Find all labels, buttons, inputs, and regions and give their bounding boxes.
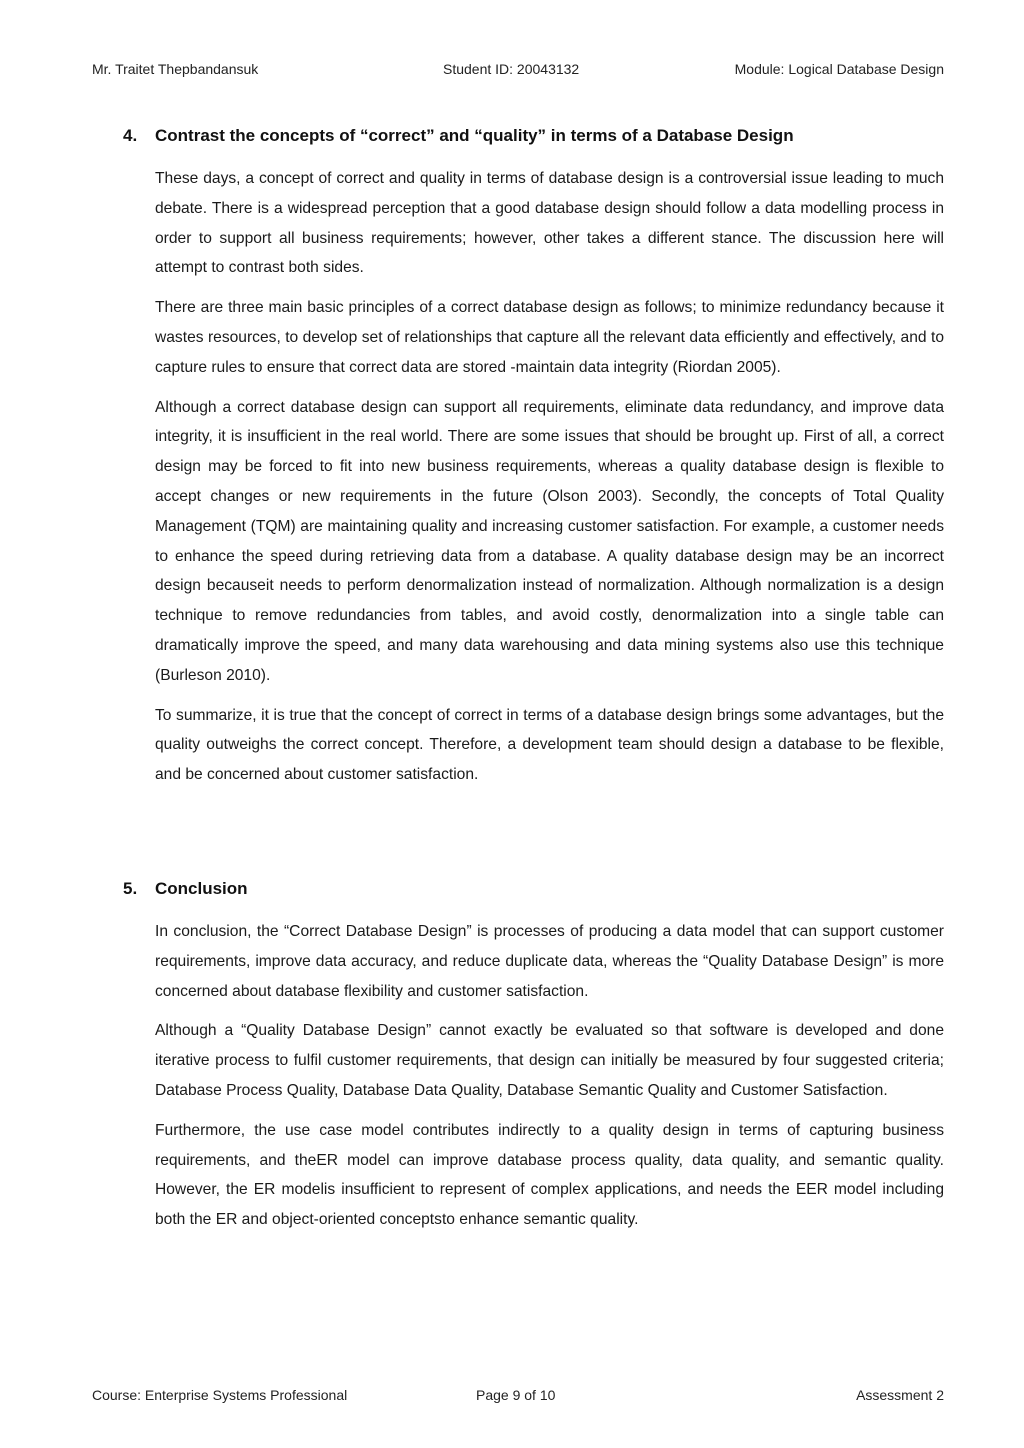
- paragraph: Furthermore, the use case model contributes indirectly to a quality design in terms of capturing business requirements, and theER model can improve database process quality, data quality, and semantic quality. However, the ER modelis insufficient to represent of complex applications, and needs the EER model including both the ER and object-oriented conceptsto enhance semantic quality.: [155, 1121, 944, 1229]
- section-body-4: [155, 164, 944, 800]
- section-body-5: [155, 917, 944, 1245]
- header-author: Mr. Traitet Thepbandansuk: [92, 61, 259, 77]
- paragraph: Although a correct database design can support all requirements, eliminate data redundancy, and improve data integrity, it is insufficient in the real world. There are some issues that should be brought up. First of all, a correct design may be forced to fit into new business requirements, whereas a quality database design is flexible to accept changes or new requirements in the future (Olson 2003). Secondly, the concepts of Total Quality Management (TQM) are maintaining quality and increasing customer satisfaction. For example, a customer needs to enhance the speed during retrieving data from a database. A quality database design may be an incorrect design becauseit needs to perform denormalization instead of normalization. Although normalization is a design technique to remove redundancies from tables, and avoid costly, denormalization into a single table can dramatically improve the speed, and many data warehousing and data mining systems also use this technique (Burleson 2010).: [155, 398, 944, 684]
- header-student-id: Student ID: 20043132: [443, 61, 580, 77]
- footer-course: Course: Enterprise Systems Professional: [92, 1387, 348, 1403]
- section-number: 4.: [123, 126, 138, 145]
- paragraph: These days, a concept of correct and quality in terms of database design is a controversial issue leading to much debate. There is a widespread perception that a good database design should follow a data modelling process in order to support all business requirements; however, other takes a different stance. The discussion here will attempt to contrast both sides.: [155, 170, 944, 277]
- paragraph: Although a “Quality Database Design” cannot exactly be evaluated so that software is developed and done iterative process to fulfil customer requirements, that design can initially be measured by four suggested criteria; Database Process Quality, Database Data Quality, Database Semantic Quality and Customer Satisfaction.: [155, 1022, 944, 1099]
- section-number: 5.: [123, 879, 138, 898]
- footer-assessment: Assessment 2: [856, 1387, 944, 1403]
- paragraph: In conclusion, the “Correct Database Design” is processes of producing a data model that can support customer requirements, improve data accuracy, and reduce duplicate data, whereas the “Quality Database Design” is more concerned about database flexibility and customer satisfaction.: [155, 923, 944, 1000]
- section-heading-4: [123, 126, 794, 146]
- paragraph: There are three main basic principles of a correct database design as follows; to minimize redundancy because it wastes resources, to develop set of relationships that capture all the relevant data efficiently and effectively, and to capture rules to ensure that correct data are stored -maintain data integrity (Riordan 2005).: [155, 299, 944, 376]
- paragraph: To summarize, it is true that the concept of correct in terms of a database design brings some advantages, but the quality outweighs the correct concept. Therefore, a development team should design a database to be flexible, and be concerned about customer satisfaction.: [155, 706, 944, 784]
- footer-page-number: Page 9 of 10: [476, 1387, 556, 1403]
- section-title: Conclusion: [155, 879, 248, 898]
- header-module: Module: Logical Database Design: [734, 61, 944, 77]
- section-heading-5: [123, 879, 248, 899]
- section-title: Contrast the concepts of “correct” and “quality” in terms of a Database Design: [155, 126, 794, 145]
